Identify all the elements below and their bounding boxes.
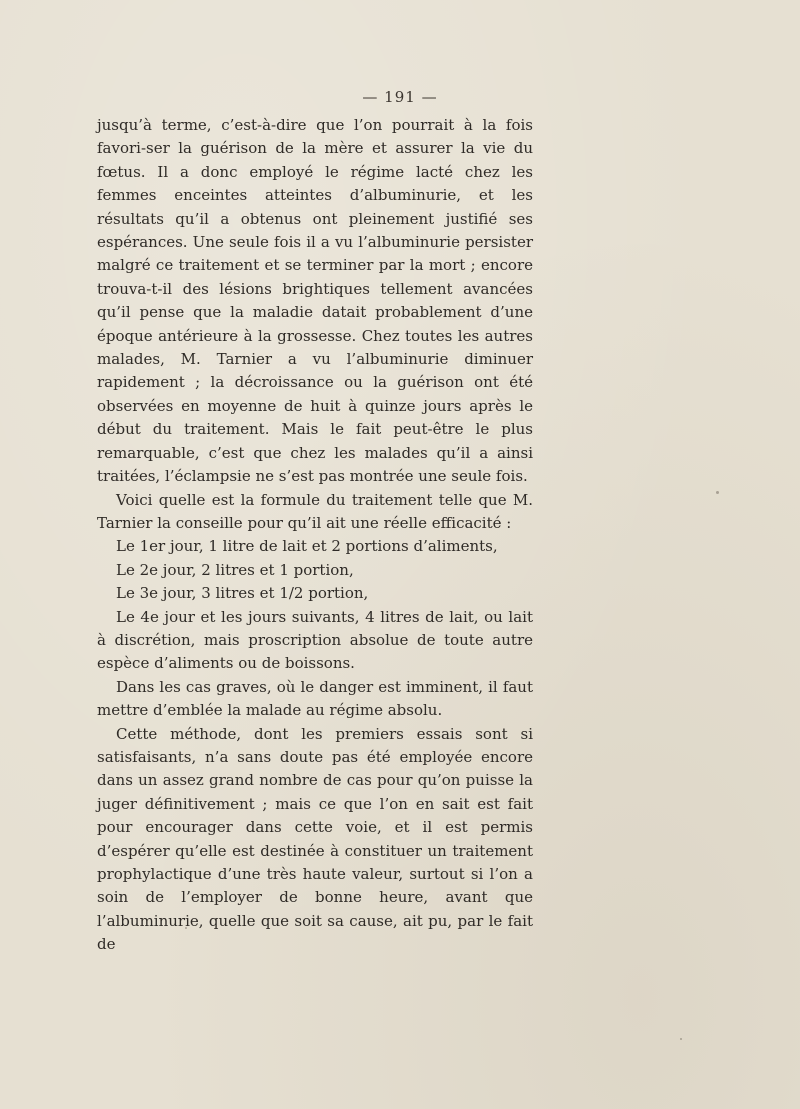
paper-speck	[716, 491, 719, 494]
paper-speck	[185, 927, 187, 929]
paragraph-continuation: jusqu’à terme, c’est-à-dire que l’on pourrait à la fois favori-ser la guérison de la mère et assurer la vie du fœtus. Il a donc employé le régime lacté chez les femmes enceintes atteintes d’albuminurie, et les résultats qu’il a obtenus ont pleinement justifié ses espérances. Une seule fois il a vu l’albuminurie persister malgré ce traitement et se terminer par la mort ; encore trouva-t-il des lésions brightiques tellement avancées qu’il pense que la maladie datait probablement d’une époque antérieure à la grossesse. Chez toutes les autres malades, M. Tarnier a vu l’albuminurie diminuer rapidement ; la décroissance ou la guérison ont été observées en moyenne de huit à quinze jours après le début du traitement. Mais le fait peut-être le plus remarquable, c’est que chez les malades qu’il a ainsi traitées, l’éclampsie ne s’est pas montrée une seule fois.	[97, 116, 533, 486]
regimen-day-3: Le 3e jour, 3 litres et 1/2 portion,	[116, 584, 369, 603]
regimen-day-1: Le 1er jour, 1 litre de lait et 2 portions d’aliments,	[116, 537, 498, 556]
regimen-day-2: Le 2e jour, 2 litres et 1 portion,	[116, 560, 354, 579]
page-number: — 191 —	[362, 88, 438, 106]
paragraph-severe-cases: Dans les cas graves, où le danger est imminent, il faut mettre d’emblée la malade au régime absolu.	[97, 677, 533, 720]
paper-speck	[680, 1038, 682, 1040]
body-text	[97, 114, 533, 957]
paragraph-formula-intro: Voici quelle est la formule du traitement telle que M. Tarnier la conseille pour qu’il ait une réelle efficacité :	[97, 490, 533, 532]
paragraph-method-assessment: Cette méthode, dont les premiers essais sont si satisfaisants, n’a sans doute pas été employée encore dans un assez grand nombre de cas pour qu’on puisse la juger définitivement ; mais ce que l’on en sait est fait pour encourager dans cette voie, et il est permis d’espérer qu’elle est destinée à constituer un traitement prophylactique d’une très haute valeur, surtout si l’on a soin de l’employer de bonne heure, avant que l’albuminurie, quelle que soit sa cause, ait pu, par le fait de	[97, 724, 533, 954]
regimen-day-4: Le 4e jour et les jours suivants, 4 litres de lait, ou lait à discrétion, mais proscription absolue de toute autre espèce d’aliments ou de boissons.	[97, 607, 533, 673]
